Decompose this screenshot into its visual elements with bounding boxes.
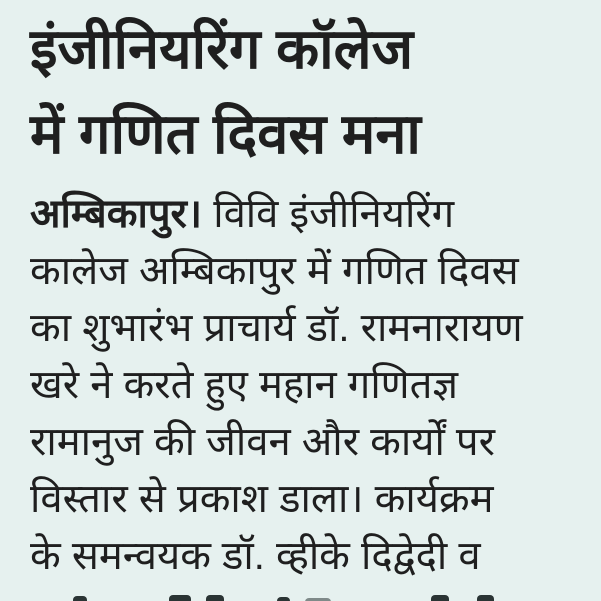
- body-line-5: रामानुज की जीवन और कार्यों पर: [30, 420, 496, 464]
- headline-line-2: में गणित दिवस मना: [30, 102, 421, 165]
- body-line-3: का शुभारंभ प्राचार्य डॉ. रामनारायण: [30, 306, 523, 350]
- dateline: अम्बिकापुर।: [30, 192, 203, 236]
- clipped-next-line-fragment: [0, 592, 601, 601]
- body-line-1-text: विवि इंजीनियरिंग: [202, 192, 455, 236]
- article-body: [30, 186, 581, 585]
- body-line-4: खरे ने करते हुए महान गणितज्ञ: [30, 363, 459, 407]
- body-line-6: विस्तार से प्रकाश डाला। कार्यक्रम: [30, 477, 494, 521]
- article-headline: [30, 6, 581, 176]
- body-line-7: के समन्वयक डॉ. व्हीके दिद्वेदी व: [30, 534, 481, 578]
- body-line-2: कालेज अम्बिकापुर में गणित दिवस: [30, 249, 519, 293]
- body-line-1: [30, 186, 581, 243]
- headline-line-1: इंजीनियरिंग कॉलेज: [30, 17, 414, 80]
